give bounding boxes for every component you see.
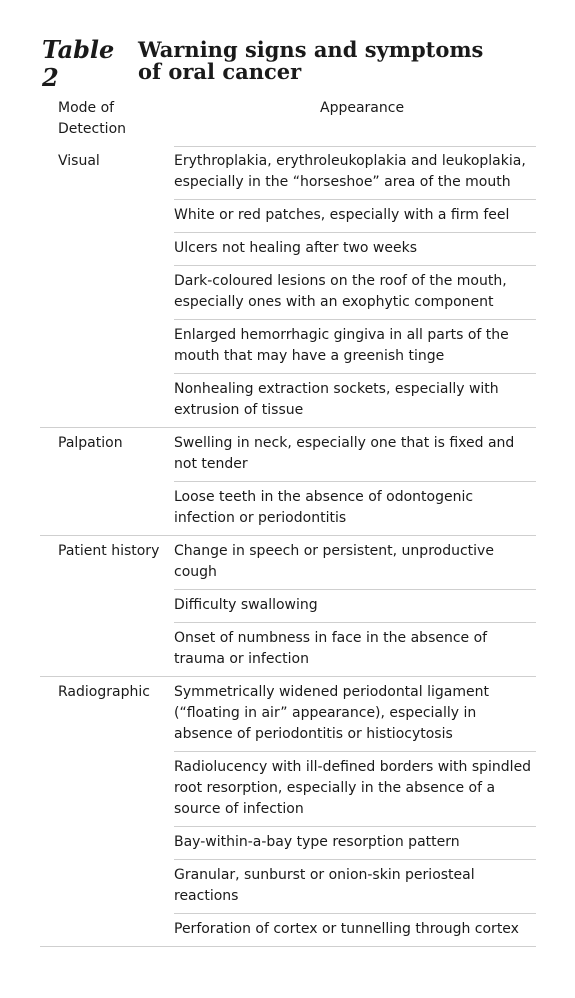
mode-label: Patient history	[58, 543, 160, 559]
group-radiographic	[40, 677, 536, 947]
appearance-item: Bay-within-a-bay type resorption pattern	[174, 826, 536, 859]
appearance-item: Enlarged hemorrhagic gingiva in all parts of the mouth that may have a greenish tinge	[174, 319, 536, 373]
appearance-item: White or red patches, especially with a firm feel	[174, 199, 536, 232]
appearance-item: Loose teeth in the absence of odontogenic infection or periodontitis	[174, 481, 536, 535]
group-visual	[40, 146, 536, 428]
appearance-item: Onset of numbness in face in the absence of trauma or infection	[174, 622, 536, 676]
mode-label: Visual	[58, 153, 100, 169]
mode-label: Palpation	[58, 435, 123, 451]
table-number: Table 2	[42, 35, 115, 92]
appearance-item: Granular, sunburst or onion-skin periosteal reactions	[174, 859, 536, 913]
appearance-item: Difficulty swallowing	[174, 589, 536, 622]
mode-label: Radiographic	[58, 684, 150, 700]
appearance-item: Symmetrically widened periodontal ligament (“floating in air” appearance), especially in absence of periodontitis or histiocytosis	[174, 684, 489, 742]
appearance-item: Erythroplakia, erythroleukoplakia and leukoplakia, especially in the “horseshoe” area of the mouth	[174, 153, 526, 190]
appearance-item: Dark-coloured lesions on the roof of the mouth, especially ones with an exophytic component	[174, 265, 536, 319]
appearance-item: Radiolucency with ill-defined borders with spindled root resorption, especially in the absence of a source of infection	[174, 751, 536, 826]
group-patient-history	[40, 536, 536, 677]
table-body	[40, 146, 536, 947]
appearance-item: Change in speech or persistent, unproductive cough	[174, 543, 494, 580]
appearance-item: Ulcers not healing after two weeks	[174, 232, 536, 265]
appearance-item: Perforation of cortex or tunnelling through cortex	[174, 913, 536, 946]
table-header	[58, 98, 536, 142]
header-mode-of-detection: Mode of Detection	[58, 100, 127, 137]
header-appearance: Appearance	[320, 100, 405, 116]
table-title: Warning signs and symptoms of oral cancer	[138, 37, 484, 84]
appearance-item: Swelling in neck, especially one that is fixed and not tender	[174, 435, 515, 472]
appearance-item: Nonhealing extraction sockets, especially with extrusion of tissue	[174, 373, 536, 427]
table-caption	[42, 36, 542, 92]
group-palpation	[40, 428, 536, 536]
